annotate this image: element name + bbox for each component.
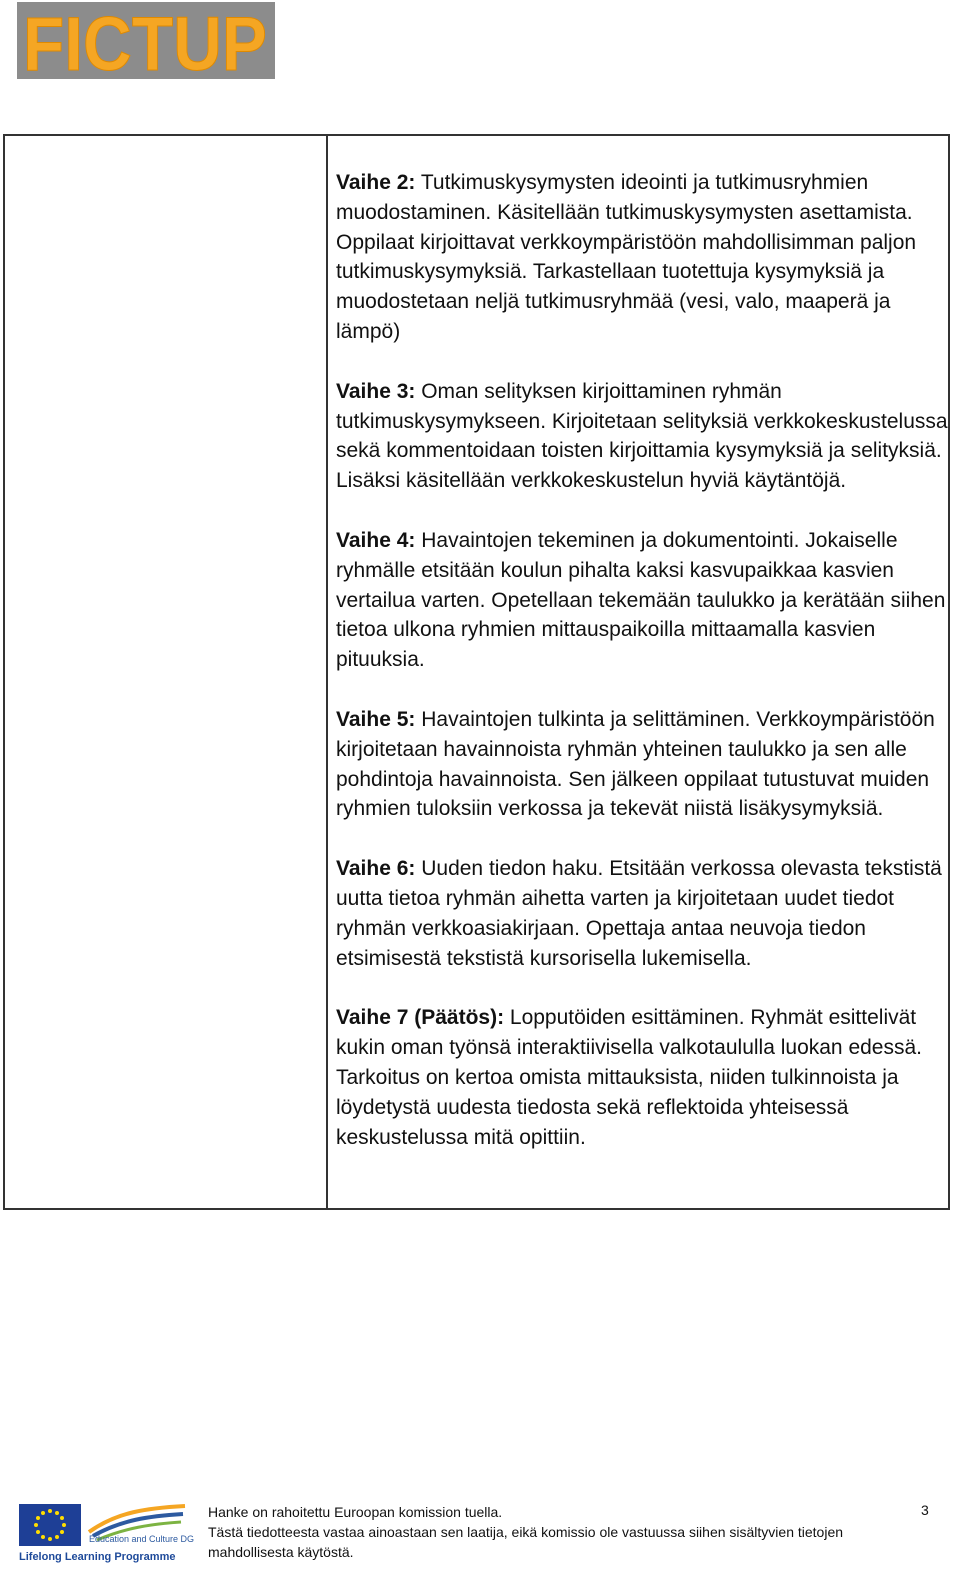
table-left-cell (5, 136, 328, 1208)
eu-flag-icon (19, 1504, 81, 1546)
step-6 (336, 854, 948, 973)
step-3 (336, 377, 948, 496)
step-text: Oman selityksen kirjoittaminen ryhmän tutkimuskysymykseen. Kirjoitetaan selityksiä verkkokeskustelussa sekä kommentoidaan toisten kirjoittamia kysymyksiä ja selityksiä. Lisäksi käsitellään verkkokeskustelun hyviä käytäntöjä. (336, 379, 948, 493)
dg-caption: Education and Culture DG (89, 1534, 195, 1544)
step-heading: Vaihe 2: (336, 171, 416, 194)
step-text: Tutkimuskysymysten ideointi ja tutkimusryhmien muodostaminen. Käsitellään tutkimuskysymysten asettamista. Oppilaat kirjoittavat verkkoympäristöön mahdollisimman paljon tutkimuskysymyksiä. Tarkastellaan tuotettuja kysymyksiä ja muodostetaan neljä tutkimusryhmää (vesi, valo, maaperä ja lämpö) (336, 171, 917, 343)
step-heading: Vaihe 5: (336, 707, 416, 731)
step-heading: Vaihe 3: (336, 379, 416, 403)
step-heading: Vaihe 7 (Päätös): (336, 1006, 505, 1030)
footer-line-1: Hanke on rahoitettu Euroopan komission tuella. (208, 1504, 503, 1520)
page-number: 3 (921, 1502, 929, 1518)
step-5 (336, 705, 948, 824)
footer-disclaimer (208, 1502, 908, 1562)
eu-lifelong-learning-logo (17, 1500, 195, 1570)
step-2 (336, 168, 948, 347)
fictup-logo (17, 2, 275, 79)
step-text: Havaintojen tekeminen ja dokumentointi. Jokaiselle ryhmälle etsitään koulun pihalta kaksi kasvupaikkaa kasvien vertailua varten. Opetellaan tekemään taulukko ja kerätään siihen tietoa ulkona ryhmien mittauspaikoilla mittaamalla kasvien pituuksia. (336, 528, 946, 672)
step-text: Uuden tiedon haku. Etsitään verkossa olevasta tekstistä uutta tietoa ryhmän aihetta varten ja kirjoitetaan uudet tiedot ryhmän verkkoasiakirjaan. Opettaja antaa neuvoja tiedon etsimisestä tekstistä kursorisella lukemisella. (336, 857, 942, 970)
footer-line-2: Tästä tiedotteesta vastaa ainoastaan sen laatija, eikä komissio ole vastuussa siihen sisältyvien tietojen mahdollisesta käytöstä. (208, 1524, 844, 1560)
step-text: Lopputöiden esittäminen. Ryhmät esittelivät kukin oman työnsä interaktiivisella valkotaululla luokan edessä. Tarkoitus on kertoa omista mittauksista, niiden tulkinnoista ja löydetystä uudesta tiedosta sekä reflektoida yhteisessä keskustelussa mitä opittiin. (336, 1006, 922, 1149)
step-7 (336, 1003, 948, 1152)
table-right-cell (336, 168, 948, 1152)
programme-caption: Lifelong Learning Programme (19, 1551, 176, 1563)
step-text: Havaintojen tulkinta ja selittäminen. Verkkoympäristöön kirjoitetaan havainnoista ryhmän yhteinen taulukko ja sen alle pohdintoja havainnoista. Sen jälkeen oppilaat tutustuvat muiden ryhmien tuloksiin verkossa ja tekevät niistä lisäkysymyksiä. (336, 707, 935, 821)
fictup-logo-image (17, 2, 275, 79)
step-heading: Vaihe 6: (336, 857, 416, 881)
step-4 (336, 526, 948, 675)
step-heading: Vaihe 4: (336, 528, 416, 552)
steps-table (3, 134, 950, 1210)
logo-text: FICTUP (23, 2, 267, 79)
